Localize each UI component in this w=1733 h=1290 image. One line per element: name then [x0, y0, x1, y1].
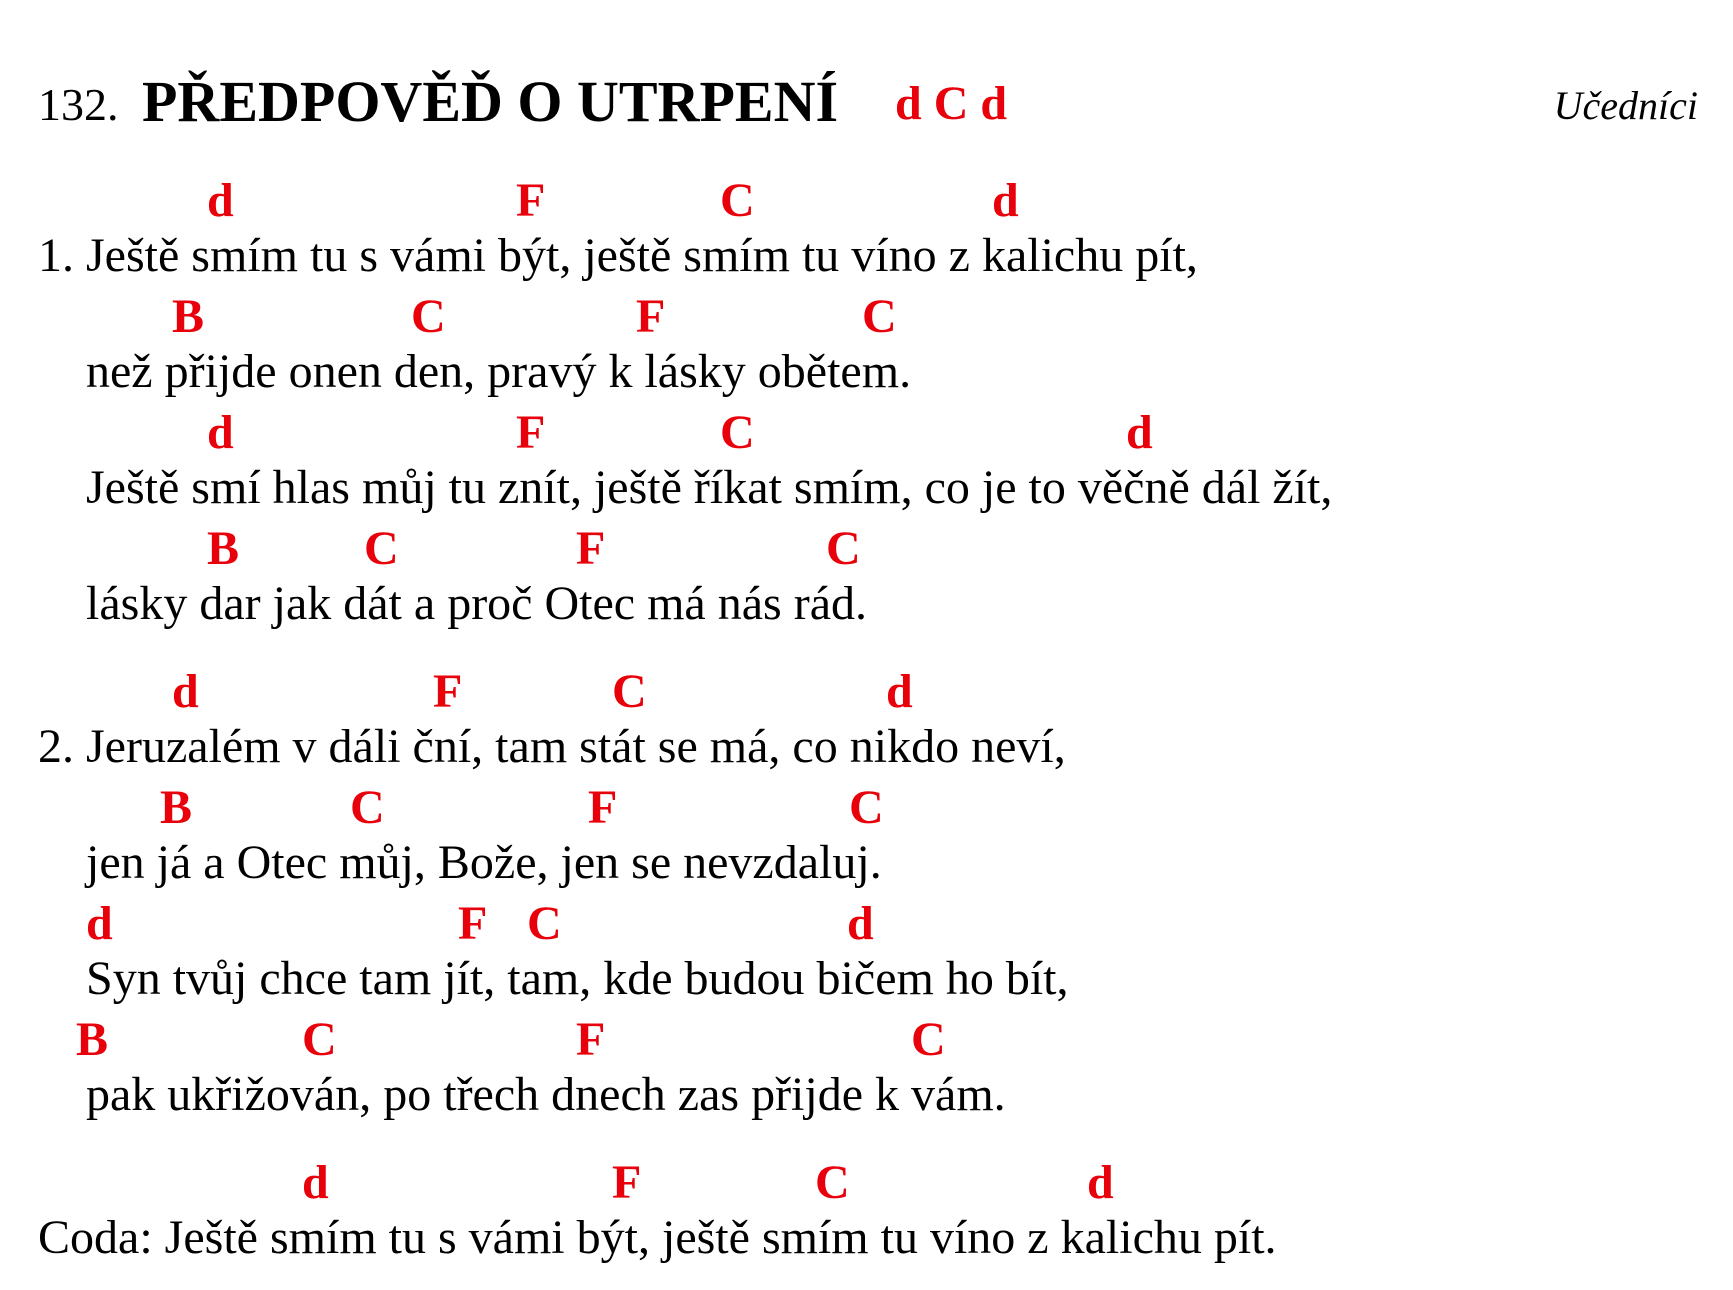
chord: C [720, 406, 755, 459]
lyric-line: Syn tvůj chce tam jít, tam, kde budou bičem ho bít, [86, 952, 1069, 1005]
chord: d [207, 406, 234, 459]
chord: d [847, 897, 874, 950]
lyric-line: 2. Jeruzalém v dáli ční, tam stát se má, co nikdo neví, [38, 720, 1066, 773]
chord: F [576, 522, 606, 575]
chord: F [458, 897, 488, 950]
lyric-line: Coda: Ještě smím tu s vámi být, ještě smím tu víno z kalichu pít. [38, 1211, 1277, 1264]
chord: d [992, 174, 1019, 227]
chord: C [364, 522, 399, 575]
chord: d [1126, 406, 1153, 459]
chord: B [160, 781, 193, 834]
chord: F [576, 1013, 606, 1066]
chord: C [826, 522, 861, 575]
chord: B [172, 290, 205, 343]
chord: F [516, 406, 546, 459]
chord: d [302, 1156, 329, 1209]
chord: C [720, 174, 755, 227]
chord: C [911, 1013, 946, 1066]
chord: B [207, 522, 240, 575]
chord: F [636, 290, 666, 343]
lyric-line: Ještě smí hlas můj tu znít, ještě říkat smím, co je to věčně dál žít, [86, 461, 1333, 514]
chord: d [172, 665, 199, 718]
chord: F [433, 665, 463, 718]
song-title: PŘEDPOVĚĎ O UTRPENÍ [142, 69, 839, 134]
song-header [38, 64, 1698, 144]
song-key: d C d [895, 77, 1008, 130]
chord: C [411, 290, 446, 343]
chord: C [350, 781, 385, 834]
chord: B [76, 1013, 109, 1066]
chord: d [207, 174, 234, 227]
chord: F [588, 781, 618, 834]
lyric-line: pak ukřižován, po třech dnech zas přijde k vám. [86, 1068, 1006, 1121]
chord: F [516, 174, 546, 227]
chord: C [862, 290, 897, 343]
lyric-line: jen já a Otec můj, Bože, jen se nevzdaluj. [86, 836, 882, 889]
chord: C [302, 1013, 337, 1066]
chord: d [86, 897, 113, 950]
lyric-line: než přijde onen den, pravý k lásky obětem. [86, 345, 912, 398]
chord: d [1087, 1156, 1114, 1209]
chord: d [886, 665, 913, 718]
song-author: Učedníci [1553, 83, 1698, 128]
chord: C [849, 781, 884, 834]
song-number: 132. [38, 79, 119, 130]
chord: C [815, 1156, 850, 1209]
lyric-line: lásky dar jak dát a proč Otec má nás rád. [86, 577, 868, 630]
chord: F [612, 1156, 642, 1209]
lyric-line: 1. Ještě smím tu s vámi být, ještě smím tu víno z kalichu pít, [38, 229, 1198, 282]
chord: C [527, 897, 562, 950]
chord: C [612, 665, 647, 718]
